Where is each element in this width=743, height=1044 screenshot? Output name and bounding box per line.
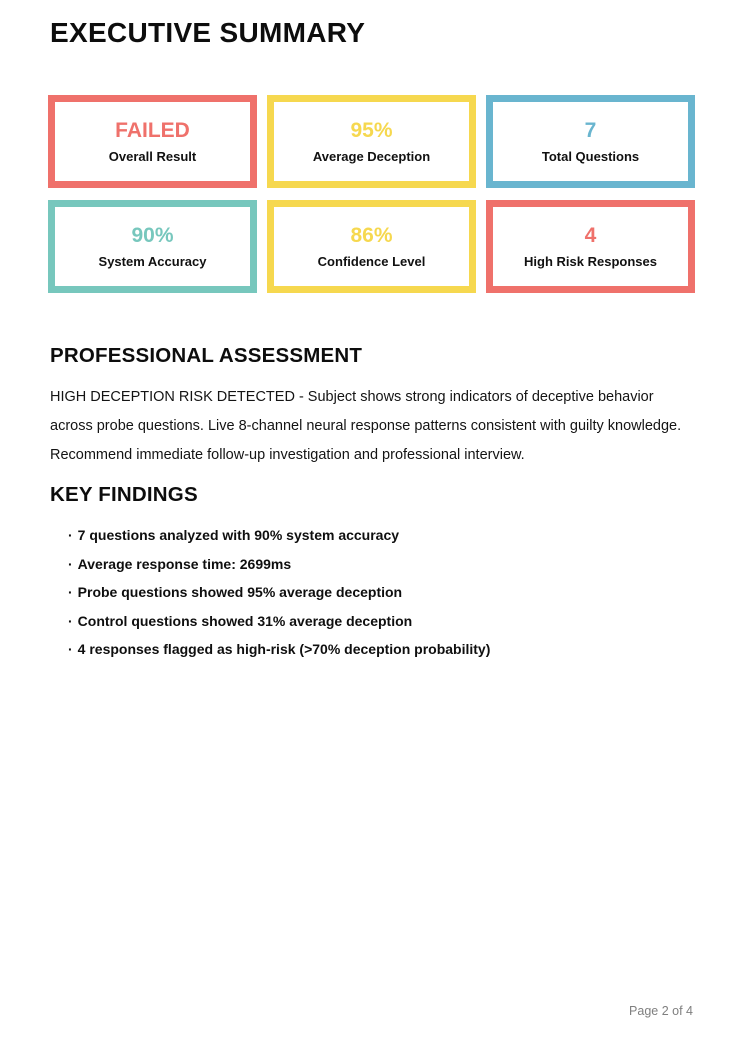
professional-assessment-section [50, 344, 695, 470]
page-title: EXECUTIVE SUMMARY [50, 17, 366, 48]
bullet-icon: · [68, 527, 73, 543]
list-item-text: Control questions showed 31% average deception [77, 612, 413, 629]
key-findings-section [50, 483, 695, 670]
card-label: Overall Result [108, 149, 197, 164]
card-value: 95% [350, 119, 393, 142]
card-system-accuracy [48, 200, 257, 293]
card-total-questions [486, 95, 695, 188]
card-value: 4 [584, 224, 597, 247]
list-item [68, 584, 695, 600]
card-label: High Risk Responses [524, 254, 657, 269]
card-label: Total Questions [541, 149, 640, 164]
list-item-text: 7 questions analyzed with 90% system accuracy [77, 527, 400, 543]
bullet-icon: · [68, 584, 73, 600]
card-label: Confidence Level [317, 254, 426, 269]
list-item-text: 4 responses flagged as high-risk (>70% deception probability) [77, 641, 491, 657]
card-average-deception [267, 95, 476, 188]
bullet-icon: · [68, 641, 73, 657]
list-item [68, 641, 695, 657]
card-value: 7 [584, 119, 597, 142]
card-value: 90% [131, 224, 174, 247]
list-item [68, 613, 695, 629]
card-high-risk-responses [486, 200, 695, 293]
key-findings-list [50, 527, 695, 657]
list-item [68, 556, 695, 572]
summary-cards-grid [48, 95, 695, 293]
professional-assessment-body: HIGH DECEPTION RISK DETECTED - Subject shows strong indicators of deceptive behavior across probe questions. Live 8-channel neural response patterns consistent with guilty knowledge. Recommend immediate follow-up investigation and professional interview. [50, 389, 682, 463]
card-label: System Accuracy [98, 254, 207, 269]
card-value: 86% [350, 224, 393, 247]
bullet-icon: · [68, 612, 73, 629]
bullet-icon: · [68, 555, 73, 572]
card-confidence-level [267, 200, 476, 293]
professional-assessment-heading: PROFESSIONAL ASSESSMENT [50, 344, 363, 367]
card-value: FAILED [115, 119, 190, 142]
page-number: Page 2 of 4 [629, 1004, 693, 1018]
list-item-text: Probe questions showed 95% average deception [77, 584, 403, 600]
key-findings-heading: KEY FINDINGS [50, 483, 198, 506]
list-item [68, 527, 695, 543]
list-item-text: Average response time: 2699ms [77, 555, 292, 572]
card-label: Average Deception [312, 149, 431, 164]
card-overall-result [48, 95, 257, 188]
